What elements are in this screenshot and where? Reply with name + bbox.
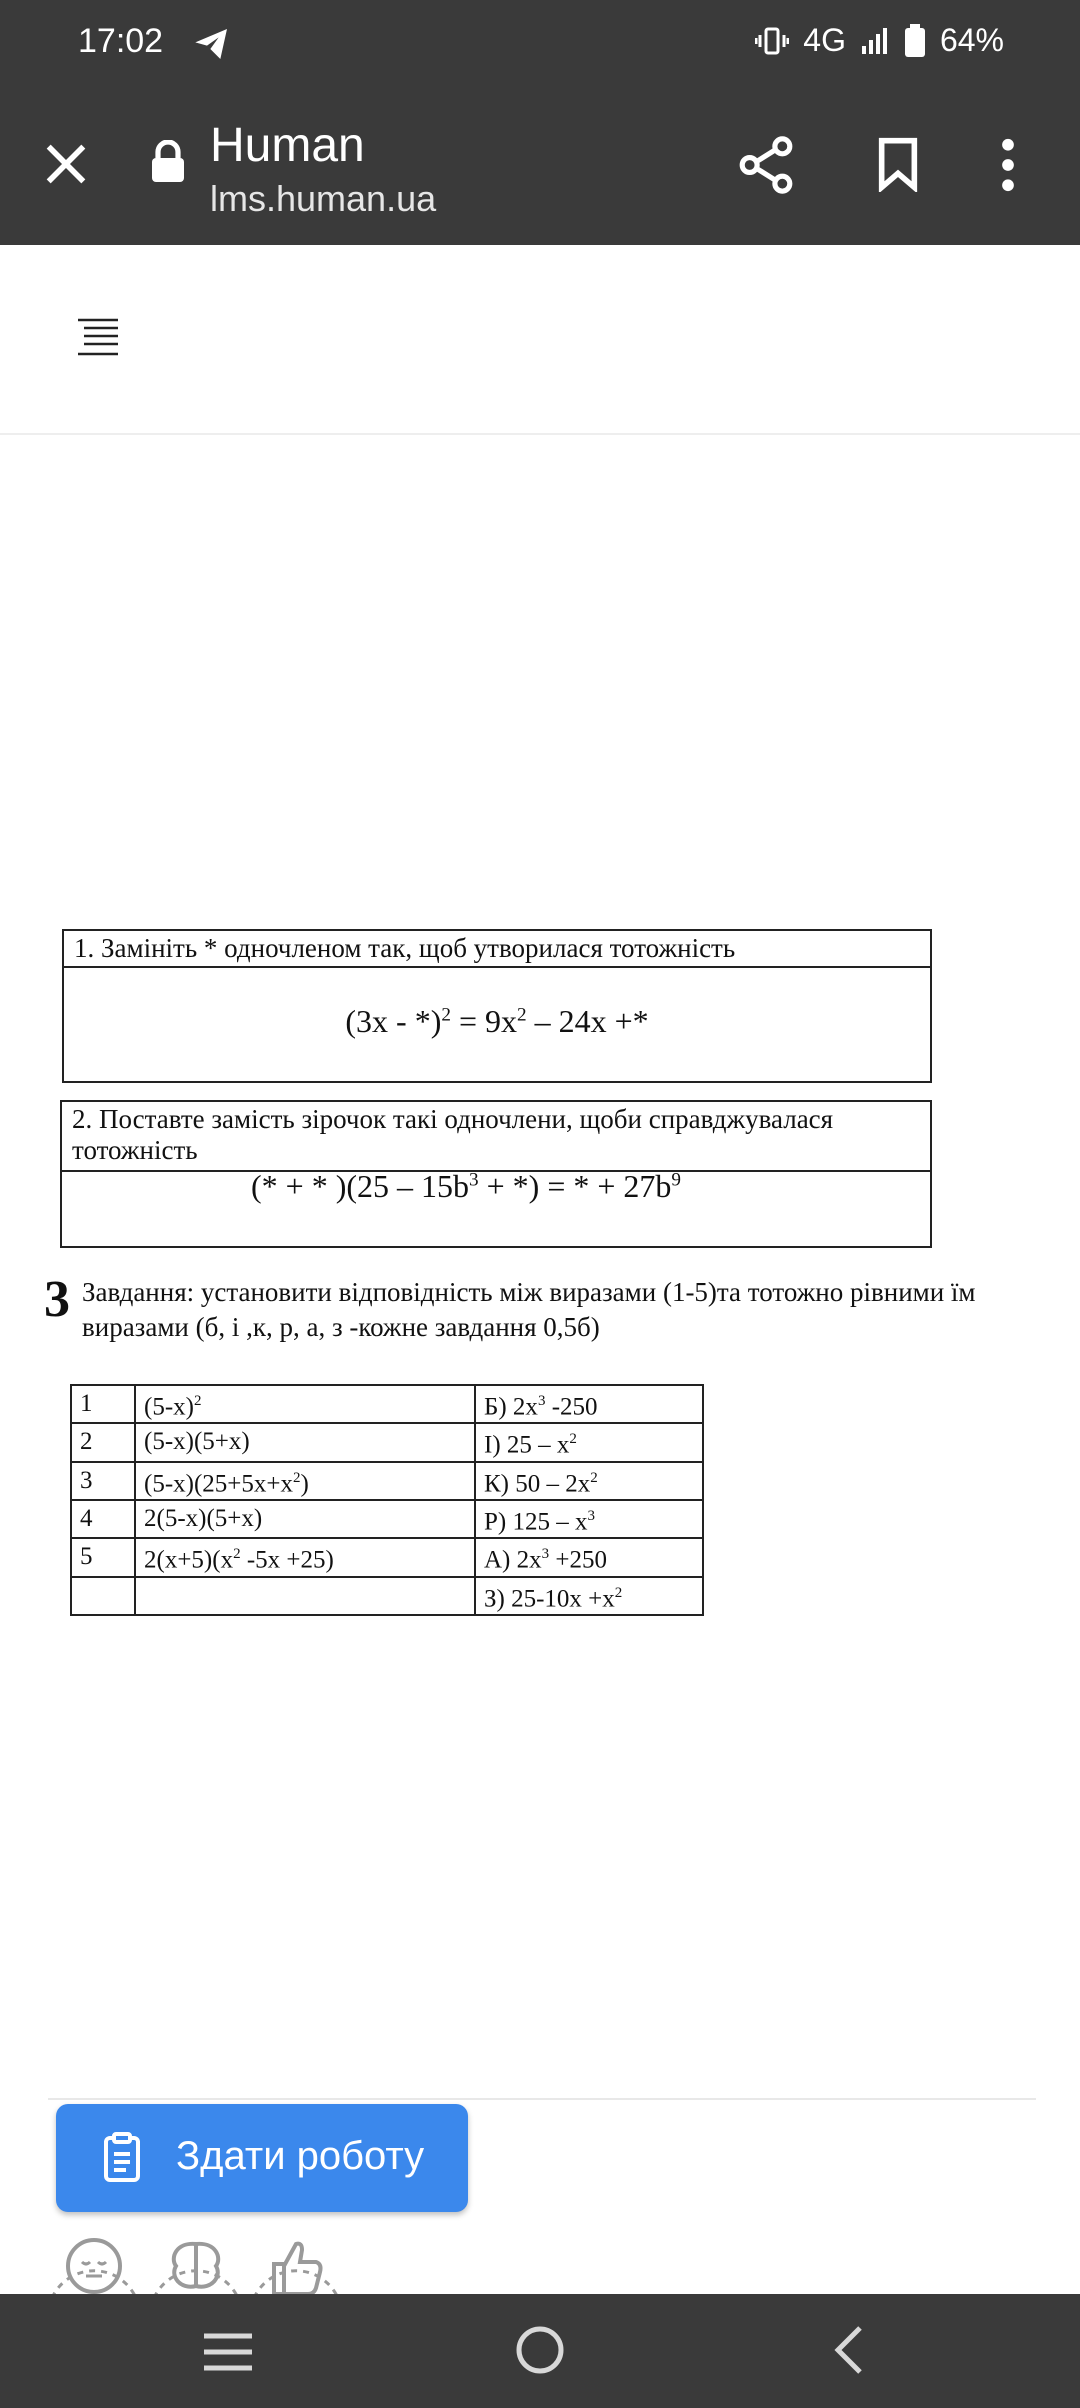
answer-cell: З) $25-10x +x^2$ (475, 1577, 703, 1615)
task3-number: 3 (44, 1271, 70, 1328)
status-time: 17:02 (78, 22, 164, 60)
task1-header: 1. Замініть * одночленом так, щоб утворилася тотожність (64, 931, 930, 968)
divider (0, 433, 1080, 435)
table-row (71, 1577, 703, 1615)
expression-cell: 2(5-x)(5+x) (135, 1500, 475, 1538)
table-row (71, 1385, 703, 1423)
system-nav-bar (0, 2294, 1080, 2408)
task3-text: Завдання: установити відповідність між виразами (1-5)та тотожно рівними їм виразами (б, і ,к, р, а, з -кожне завдання 0,5б) (82, 1277, 976, 1342)
row-number: 1 (71, 1385, 135, 1423)
answer-cell: Б) $2x^3$ -250 (475, 1385, 703, 1423)
divider (48, 2098, 1036, 2100)
battery-level: 64% (939, 22, 1004, 58)
close-icon[interactable] (40, 138, 92, 190)
bookmark-icon[interactable] (876, 136, 920, 192)
lock-icon (150, 140, 186, 184)
row-number (71, 1577, 135, 1615)
matching-table (70, 1384, 704, 1616)
task2-box (60, 1100, 932, 1248)
answer-cell: І) $25 - x^2$ (475, 1423, 703, 1461)
back-icon[interactable] (830, 2324, 866, 2376)
expression-cell: $(5-x)^2$ (135, 1385, 475, 1423)
task2-header: 2. Поставте замість зірочок такі одночлени, щоби справджувалася тотожність (62, 1102, 930, 1172)
expression-cell: $2(x+5)(x^2$ -5x +25) (135, 1538, 475, 1576)
expression-cell: $(5-x)(25+5x+x^2)$ (135, 1462, 475, 1500)
sleepy-face-icon[interactable] (44, 2214, 144, 2298)
more-options-icon[interactable] (1000, 138, 1016, 192)
browser-toolbar (0, 90, 1080, 245)
task1-box (62, 929, 932, 1083)
row-number: 2 (71, 1423, 135, 1461)
telegram-icon (192, 24, 232, 64)
submit-work-button[interactable] (56, 2104, 468, 2212)
page-title: Human (210, 119, 365, 172)
brain-icon[interactable] (146, 2214, 246, 2298)
battery-icon (904, 24, 926, 58)
share-icon[interactable] (738, 134, 794, 196)
expression-cell (135, 1577, 475, 1615)
home-icon[interactable] (514, 2324, 566, 2376)
vibrate-icon (755, 26, 789, 56)
answer-cell: К) $50 - 2x^2$ (475, 1462, 703, 1500)
table-row (71, 1423, 703, 1461)
network-type: 4G (803, 22, 846, 58)
signal-icon (860, 26, 890, 56)
table-row (71, 1538, 703, 1576)
table-row (71, 1500, 703, 1538)
table-row (71, 1462, 703, 1500)
thumbs-up-icon[interactable] (246, 2214, 346, 2298)
row-number: 3 (71, 1462, 135, 1500)
status-icons (755, 22, 1004, 59)
recent-apps-icon[interactable] (200, 2330, 256, 2374)
task2-formula: (* + * )($25 - 15b^3$ + *) = * + $27b^9$ (251, 1168, 681, 1204)
answer-cell: Р) $125 - x^3$ (475, 1500, 703, 1538)
clipboard-icon (102, 2132, 142, 2184)
expression-cell: (5-x)(5+x) (135, 1423, 475, 1461)
submit-work-label: Здати роботу (176, 2134, 425, 2178)
table-of-contents-icon[interactable] (74, 318, 120, 358)
status-bar (0, 0, 1080, 90)
task1-formula: $(3x - *)^2 = 9x^2 - 24x$ +* (345, 1003, 649, 1039)
page-url[interactable]: lms.human.ua (210, 178, 437, 219)
answer-cell: А) $2x^3 +250$ (475, 1538, 703, 1576)
row-number: 5 (71, 1538, 135, 1576)
row-number: 4 (71, 1500, 135, 1538)
